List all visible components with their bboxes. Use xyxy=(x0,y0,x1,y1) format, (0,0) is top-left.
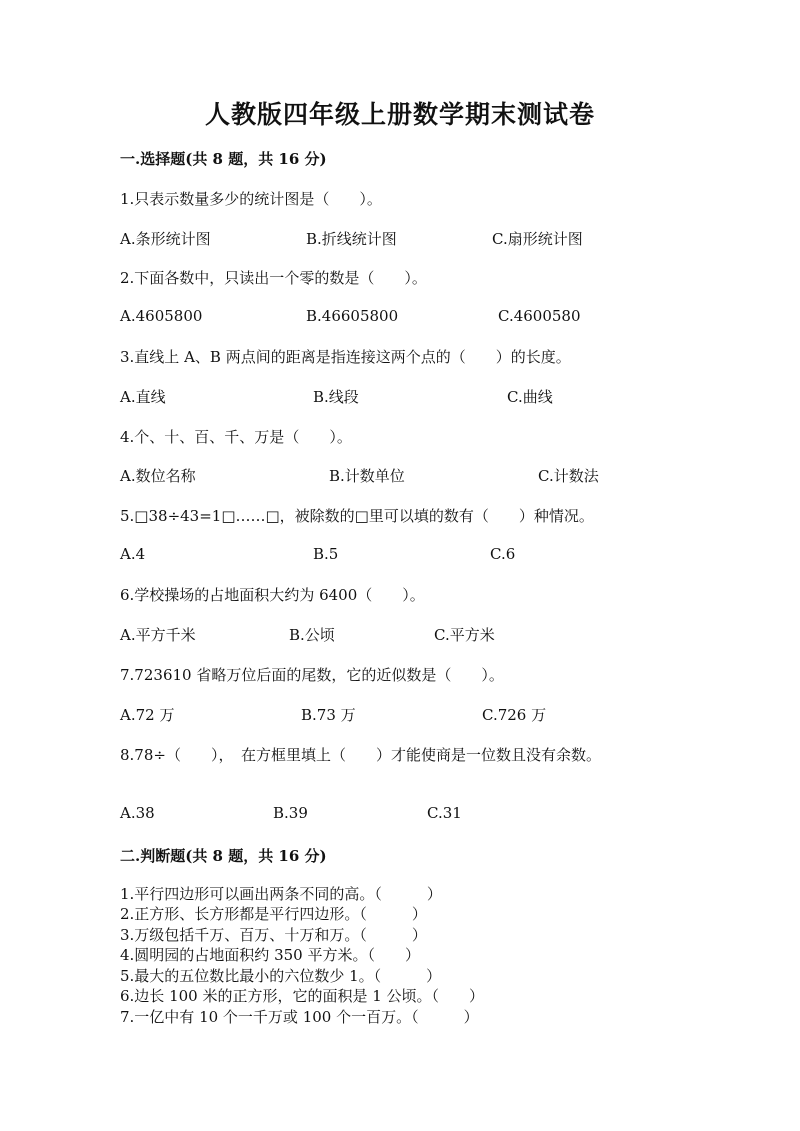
question-3-stem: 3.直线上 A、B 两点间的距离是指连接这两个点的（ ）的长度。 xyxy=(120,348,571,366)
question-4-option-b: B.计数单位 xyxy=(329,467,405,485)
question-2-option-b: B.46605800 xyxy=(306,307,399,325)
question-4-stem: 4.个、十、百、千、万是（ ）。 xyxy=(120,428,352,446)
question-5-option-c: C.6 xyxy=(490,545,516,563)
true-false-item-3: 3.万级包括千万、百万、十万和万。（ ） xyxy=(120,926,427,944)
question-6-stem: 6.学校操场的占地面积大约为 6400（ ）。 xyxy=(120,586,425,604)
question-2-stem: 2.下面各数中，只读出一个零的数是（ ）。 xyxy=(120,269,427,287)
question-8-option-b: B.39 xyxy=(273,804,308,822)
question-6-option-b: B.公顷 xyxy=(289,626,335,644)
question-5-option-b: B.5 xyxy=(313,545,339,563)
question-7-option-c: C.726 万 xyxy=(482,706,547,724)
section-heading-true-false: 二.判断题(共 8 题，共 16 分) xyxy=(120,847,327,865)
question-1-option-c: C.扇形统计图 xyxy=(492,230,583,248)
page-title: 人教版四年级上册数学期末测试卷 xyxy=(204,100,595,129)
question-6-option-a: A.平方千米 xyxy=(120,626,196,644)
question-8-option-c: C.31 xyxy=(427,804,462,822)
question-4-option-a: A.数位名称 xyxy=(120,467,196,485)
question-8-option-a: A.38 xyxy=(120,804,155,822)
question-1-stem: 1.只表示数量多少的统计图是（ ）。 xyxy=(120,190,382,208)
question-7-stem: 7.723610 省略万位后面的尾数，它的近似数是（ ）。 xyxy=(120,666,504,684)
true-false-item-1: 1.平行四边形可以画出两条不同的高。（ ） xyxy=(120,885,442,903)
question-4-option-c: C.计数法 xyxy=(538,467,599,485)
question-6-option-c: C.平方米 xyxy=(434,626,495,644)
question-7-option-b: B.73 万 xyxy=(301,706,356,724)
question-1-option-a: A.条形统计图 xyxy=(120,230,211,248)
true-false-item-5: 5.最大的五位数比最小的六位数少 1。（ ） xyxy=(120,967,442,985)
question-3-option-b: B.线段 xyxy=(313,388,359,406)
question-7-option-a: A.72 万 xyxy=(120,706,175,724)
true-false-item-4: 4.圆明园的占地面积约 350 平方米。（ ） xyxy=(120,946,420,964)
question-8-stem: 8.78÷（ ）， 在方框里填上（ ）才能使商是一位数且没有余数。 xyxy=(120,746,601,764)
true-false-item-7: 7.一亿中有 10 个一千万或 100 个一百万。（ ） xyxy=(120,1008,479,1026)
section-heading-multiple-choice: 一.选择题(共 8 题，共 16 分) xyxy=(120,150,327,168)
true-false-item-2: 2.正方形、长方形都是平行四边形。（ ） xyxy=(120,905,427,923)
question-2-option-c: C.4600580 xyxy=(498,307,581,325)
question-1-option-b: B.折线统计图 xyxy=(306,230,397,248)
true-false-item-6: 6.边长 100 米的正方形，它的面积是 1 公顷。（ ） xyxy=(120,987,485,1005)
question-5-option-a: A.4 xyxy=(120,545,146,563)
question-5-stem: 5.□38÷43=1□……□，被除数的□里可以填的数有（ ）种情况。 xyxy=(120,507,594,525)
question-2-option-a: A.4605800 xyxy=(120,307,203,325)
question-3-option-c: C.曲线 xyxy=(507,388,553,406)
question-3-option-a: A.直线 xyxy=(120,388,166,406)
